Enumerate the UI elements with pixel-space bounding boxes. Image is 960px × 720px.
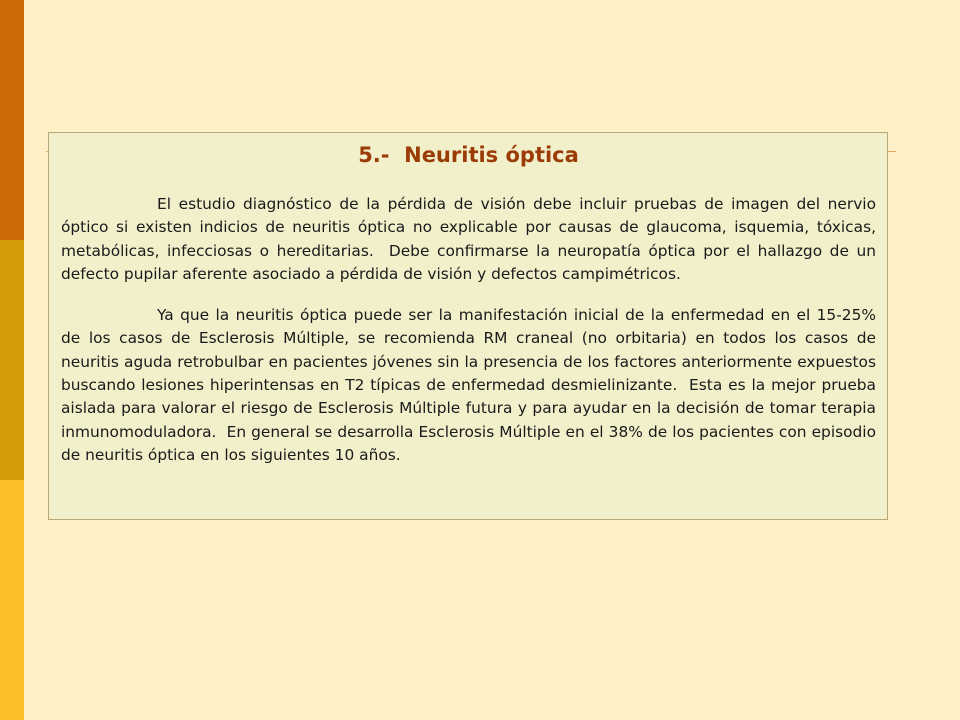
slide-title: 5.- Neuritis óptica xyxy=(358,143,579,167)
content-box xyxy=(48,132,888,520)
paragraph-diagnosis: El estudio diagnóstico de la pérdida de visión debe incluir pruebas de imagen del nervio óptico si existen indicios de neuritis óptica no explicable por causas de glaucoma, isquemia, tóxicas, metabólicas, infecciosas o hereditarias. Debe confirmarse la neuropatía óptica por el hallazgo de un defecto pupilar aferente asociado a pérdida de visión y defectos campimétricos. xyxy=(61,195,881,283)
side-bar-top xyxy=(0,0,24,240)
paragraph-multiple-sclerosis: Ya que la neuritis óptica puede ser la manifestación inicial de la enfermedad en el 15-25% de los casos de Esclerosis Múltiple, se recomienda RM craneal (no orbitaria) en todos los casos de neuritis aguda retrobulbar en pacientes jóvenes sin la presencia de los factores anteriormente expuestos buscando lesiones hiperintensas en T2 típicas de enfermedad desmielinizante. Esta es la mejor prueba aislada para valorar el riesgo de Esclerosis Múltiple futura y para ayudar en la decisión de tomar terapia inmunomoduladora. En general se desarrolla Esclerosis Múltiple en el 38% de los pacientes con episodio de neuritis óptica en los siguientes 10 años. xyxy=(61,306,881,464)
side-bar-bottom xyxy=(0,480,24,720)
side-bar-middle xyxy=(0,240,24,480)
